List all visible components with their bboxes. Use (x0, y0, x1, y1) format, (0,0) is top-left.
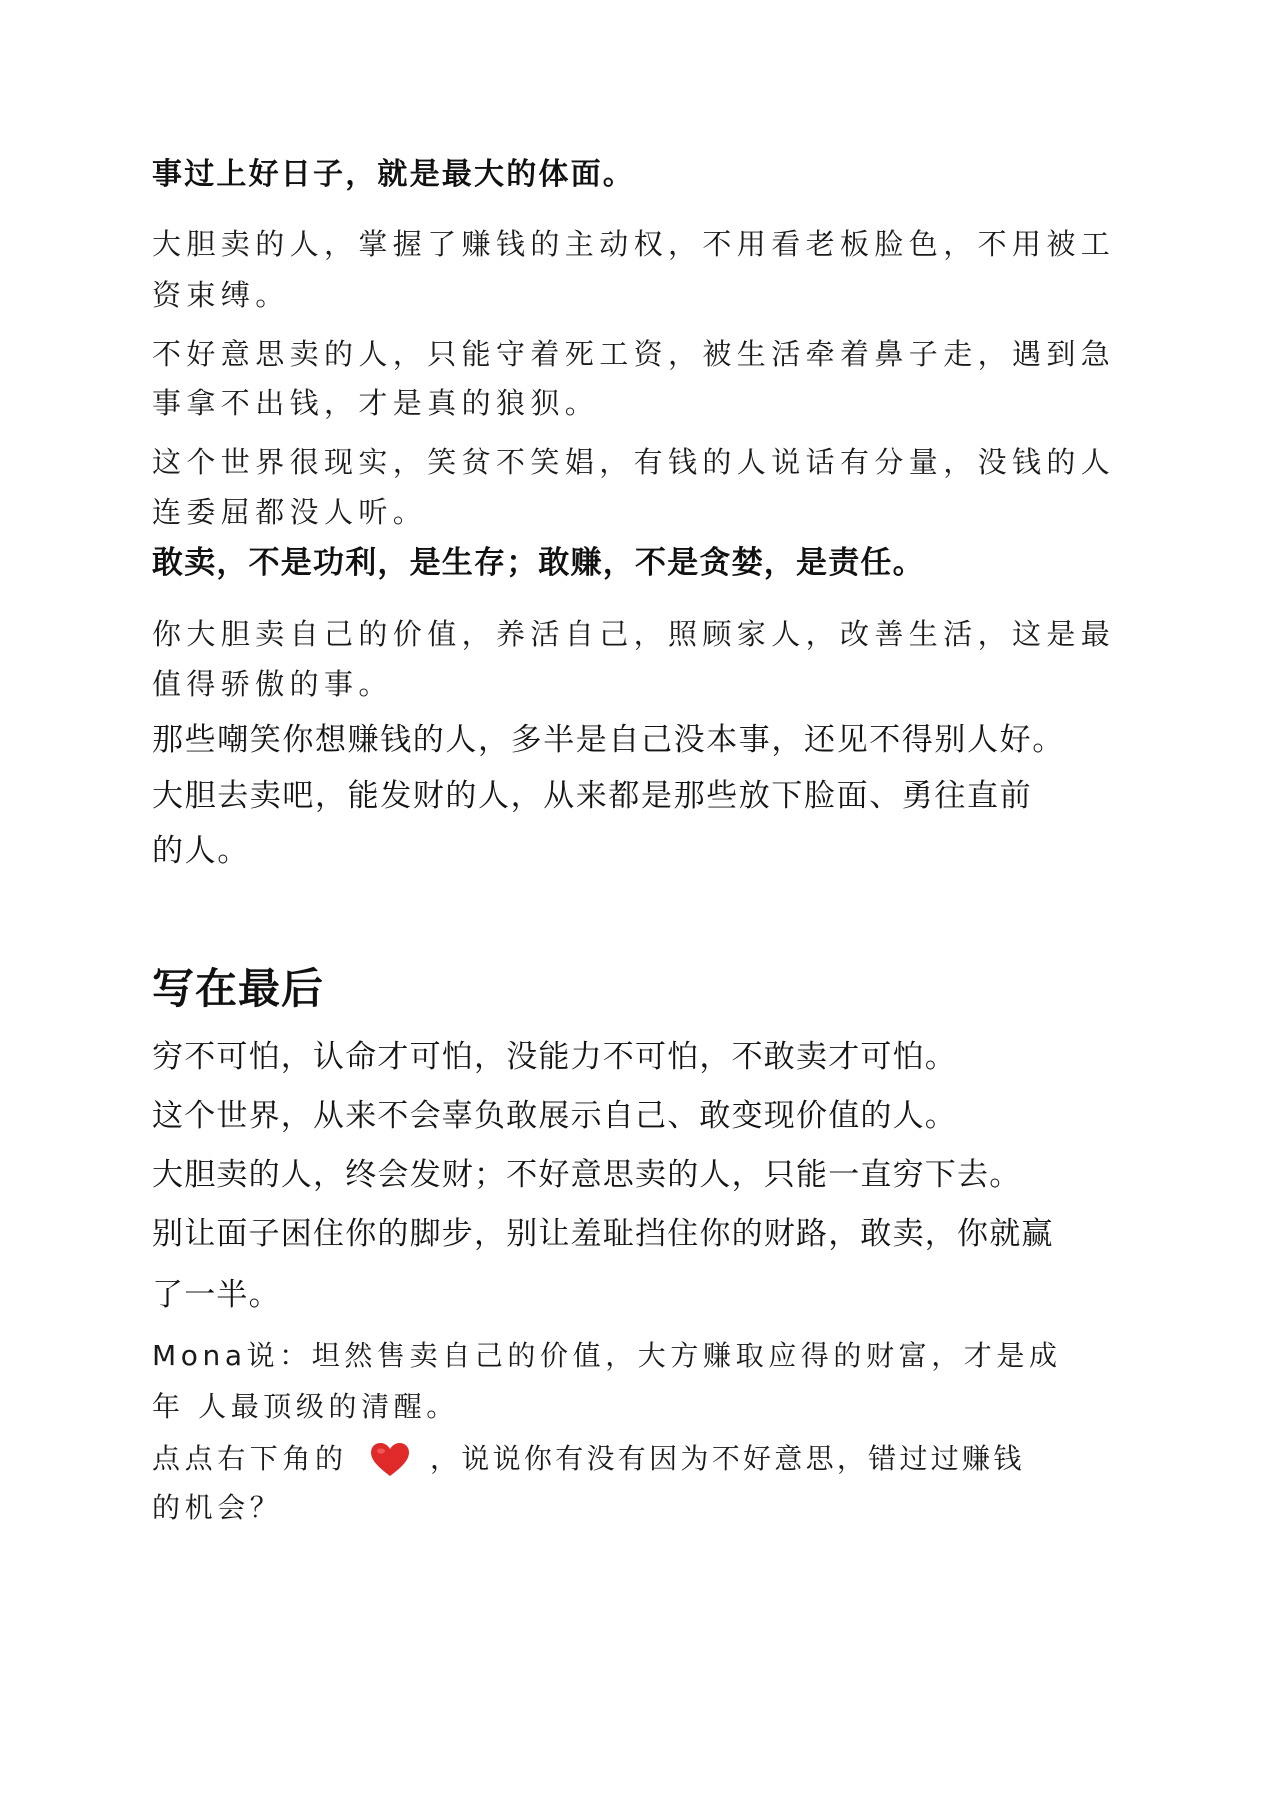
emphasis-line: 敢卖，不是功利，是生存；敢赚，不是贪婪，是责任。 (152, 545, 925, 581)
paragraph-line: 大胆卖的人，掌握了赚钱的主动权，不用看老板脸色，不用被工 (152, 227, 1116, 261)
paragraph-line: 大胆卖的人，终会发财；不好意思卖的人，只能一直穷下去。 (152, 1157, 1022, 1193)
paragraph-line: 连委屈都没人听。 (152, 495, 428, 529)
paragraph-line: 这个世界，从来不会辜负敢展示自己、敢变现价值的人。 (152, 1098, 957, 1134)
paragraph-line: 不好意思卖的人，只能守着死工资，被生活牵着鼻子走，遇到急 (152, 337, 1116, 371)
paragraph-line: 资束缚。 (152, 278, 290, 312)
signature-line: 年 人最顶级的清醒。 (152, 1390, 459, 1423)
paragraph-line: 了一半。 (152, 1277, 281, 1313)
paragraph-line: 这个世界很现实，笑贫不笑娼，有钱的人说话有分量，没钱的人 (152, 445, 1116, 479)
paragraph-line: 你大胆卖自己的价值，养活自己，照顾家人，改善生活，这是最 (152, 617, 1116, 651)
paragraph-line: 别让面子困住你的脚步，别让羞耻挡住你的财路，敢卖，你就赢 (152, 1216, 1054, 1252)
section-heading: 写在最后 (152, 964, 325, 1013)
paragraph-line: 事拿不出钱，才是真的狼狈。 (152, 386, 600, 420)
paragraph-line: 事过上好日子，就是最大的体面。 (152, 157, 635, 192)
cta-line: 的机会？ (152, 1491, 283, 1524)
paragraph-line: 的人。 (152, 833, 250, 869)
paragraph-line: 大胆去卖吧，能发财的人，从来都是那些放下脸面、勇往直前 (152, 778, 1033, 814)
paragraph-line: 那些嘲笑你想赚钱的人，多半是自己没本事，还见不得别人好。 (152, 722, 1065, 758)
paragraph-line: 穷不可怕，认命才可怕，没能力不可怕，不敢卖才可怕。 (152, 1039, 957, 1075)
cta-prefix: 点点右下角的 (152, 1442, 348, 1475)
signature-line: Mona说：坦然售卖自己的价值，大方赚取应得的财富，才是成 (152, 1339, 1062, 1372)
paragraph-line: 值得骄傲的事。 (152, 667, 393, 701)
heart-icon (370, 1442, 410, 1478)
cta-suffix: ，说说你有没有因为不好意思，错过过赚钱 (430, 1442, 1025, 1475)
